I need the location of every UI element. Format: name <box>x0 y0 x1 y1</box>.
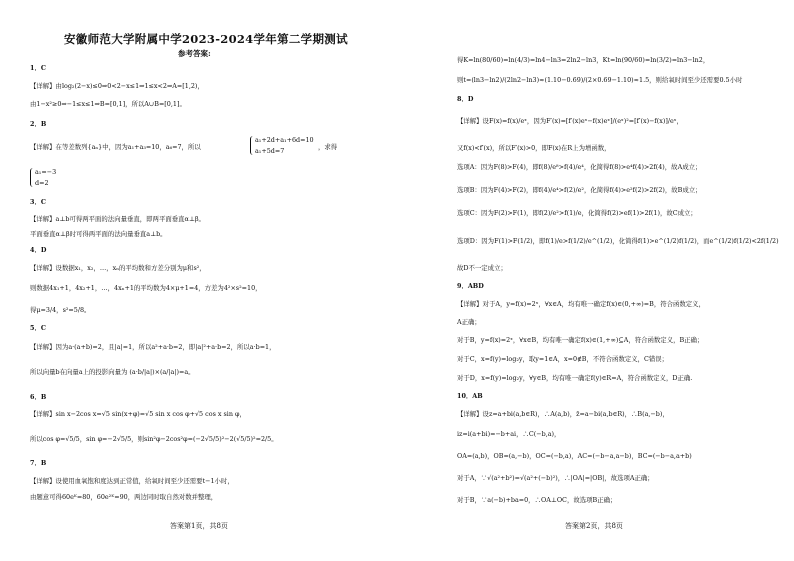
q4-solution-line3: 得μ=3/4，s²=5/8。 <box>30 306 91 314</box>
q8-conclusion: 故D不一定成立； <box>457 264 507 272</box>
q4-solution-line1: 【详解】设数据x₁，x₂，…，xₙ的平均数和方差分别为μ和s²， <box>30 264 206 272</box>
q8-option-b: 选项B：因为F(4)>F(2)，即f(4)/e⁴>f(2)/e²，化简得f(4)>e²f(2)>2f(2)，故B成立； <box>457 186 702 194</box>
equation-brace <box>250 136 254 155</box>
q10-solution-line2: iz=i(a+bi)=−b+ai，∴C(−b,a)， <box>457 430 561 438</box>
page-footer-1: 答案第1页，共8页 <box>170 522 228 530</box>
q3-solution-line2: 平面垂直α⊥β时可得两平面的法向量垂直a⊥b。 <box>30 230 167 238</box>
q9-solution-c: 对于C，x=f(y)=log₂y，取y=1∈A，x=0∉B，不符合函数定义，C错误； <box>457 355 669 363</box>
q9-solution-d: 对于D，x=f(y)=log₂y，∀y∈B，均有唯一确定f(y)∈R=A，符合函数定义，D正确. <box>457 374 693 382</box>
q7-number: 7．B <box>30 459 47 467</box>
result-brace <box>30 168 34 187</box>
q4-solution-line2: 则数据4x₁+1，4x₂+1，…，4xₙ+1的平均数为4×μ+1=4，方差为4²×s²=10， <box>30 284 262 292</box>
answer-page-2 <box>397 0 794 561</box>
q10-solution-line1: 【详解】设z=a+bi(a,b∈R)，∴A(a,b)，z̄=a−bi(a,b∈R)，∴B(a,−b)， <box>457 410 669 418</box>
answer-heading: 参考答案: <box>178 49 211 58</box>
q7-continuation-line2: 则t=(ln3−ln2)/(2ln2−ln3)≈(1.10−0.69)/(2×0.69−1.10)≈1.5，则给氧时间至少还需要0.5小时 <box>457 76 743 84</box>
q6-solution-line1: 【详解】sin x−2cos x=√5 sin(x+φ)=√5 sin x cos φ+√5 cos x sin φ， <box>30 410 246 418</box>
q9-solution-a: 【详解】对于A，y=f(x)=2ˣ，∀x∈A，均有唯一确定f(x)∈(0,+∞)=B，符合函数定义， <box>457 300 705 308</box>
q5-solution-line1: 【详解】因为a·(a+b)=2，且|a|=1，所以a²+a·b=2，即|a|²+a·b=2，所以a·b=1， <box>30 343 276 351</box>
q8-solution-line2: 又f(x)<f′(x)，所以F′(x)>0，即F(x)在R上为增函数， <box>457 144 611 152</box>
page-footer-2: 答案第2页，共8页 <box>565 522 623 530</box>
q2-result-d: d=2 <box>35 179 49 187</box>
q3-number: 3．C <box>30 198 46 206</box>
q8-option-d: 选项D：因为F(1)>F(1/2)，即f(1)/e>f(1/2)/e^(1/2)，化简得f(1)>e^(1/2)f(1/2)，而e^(1/2)f(1/2)<2f(1/2) <box>457 237 779 245</box>
q8-number: 8．D <box>457 95 474 103</box>
q2-system-eq2: a₁+5d=7 <box>255 147 285 155</box>
q10-option-b: 对于B，∵a(−b)+ba=0，∴OA⊥OC，故选项B正确； <box>457 496 617 504</box>
q1-solution-line2: 由1−x²≥0⇒−1≤x≤1⇒B=[0,1]，所以A∪B=[0,1]。 <box>30 100 186 108</box>
q8-option-a: 选项A：因为F(8)>F(4)，即f(8)/e⁸>f(4)/e⁴，化简得f(8)>e⁴f(4)>2f(4)，故A成立； <box>457 163 702 171</box>
q2-result-a1: a₁=−3 <box>35 168 57 176</box>
q2-number: 2．B <box>30 120 47 128</box>
q1-number: 1．C <box>30 64 46 72</box>
q10-option-a: 对于A，∵√(a²+b²)=√(a²+(−b)²)，∴|OA|=|OB|，故选项A正确； <box>457 474 654 482</box>
q1-solution-line1: 【详解】由log₂(2−x)≤0⇒0<2−x≤1⇒1≤x<2⇒A=[1,2)， <box>30 82 204 90</box>
q2-system-eq1: a₁+2d+a₁+6d=10 <box>255 136 314 144</box>
q9-solution-b: 对于B，y=f(x)=2ˣ，∀x∈B，均有唯一确定f(x)∈(1,+∞)⊆A，符合函数定义，B正确； <box>457 336 704 344</box>
q2-solution-tail: ，求得 <box>318 143 338 151</box>
q7-continuation-line1: 得K=ln(80/60)=ln(4/3)=ln4−ln3=2ln2−ln3，Kt=ln(90/60)=ln(3/2)=ln3−ln2， <box>457 56 710 64</box>
q10-number: 10．AB <box>457 392 483 400</box>
q10-vectors: OA=(a,b)，OB=(a,−b)，OC=(−b,a)，AC=(−b−a,a−b)，BC=(−b−a,a+b) <box>457 452 692 460</box>
q2-solution-line1: 【详解】在等差数列{aₙ}中，因为a₁+a₃=10，a₆=7，所以 <box>30 143 201 151</box>
q9-solution-a-result: A正确； <box>457 318 481 326</box>
q3-solution-line1: 【详解】a⊥b可得两平面的法向量垂直，即两平面垂直α⊥β。 <box>30 215 205 223</box>
q7-solution-line2: 由题意可得60eᴷ=80，60e²ᴷ=90，两边同时取自然对数并整理， <box>30 493 218 501</box>
q5-number: 5．C <box>30 324 46 332</box>
q5-solution-line2: 所以向量b在向量a上的投影向量为 (a·b/|a|)×(a/|a|)=a。 <box>30 368 195 376</box>
q4-number: 4．D <box>30 246 47 254</box>
q8-solution-line1: 【详解】设F(x)=f(x)/eˣ，因为F′(x)=[f′(x)eˣ−f(x)eˣ]/(eˣ)²=[f′(x)−f(x)]/eˣ， <box>457 117 683 125</box>
q9-number: 9．ABD <box>457 282 484 290</box>
q7-solution-line1: 【详解】设使用血氧饱和度达到正常值，给氧时间至少还需要t−1小时， <box>30 477 234 485</box>
q8-option-c: 选项C：因为F(2)>F(1)，即f(2)/e²>f(1)/e，化简得f(2)>ef(1)>2f(1)，故C成立； <box>457 209 697 217</box>
document-title: 安徽师范大学附属中学2023-2024学年第二学期测试 <box>64 32 348 46</box>
q6-solution-line2: 所以cos φ=√5/5，sin φ=−2√5/5，则sin²φ−2cos²φ=(−2√5/5)²−2(√5/5)²=2/5。 <box>30 435 278 443</box>
q6-number: 6．B <box>30 393 47 401</box>
